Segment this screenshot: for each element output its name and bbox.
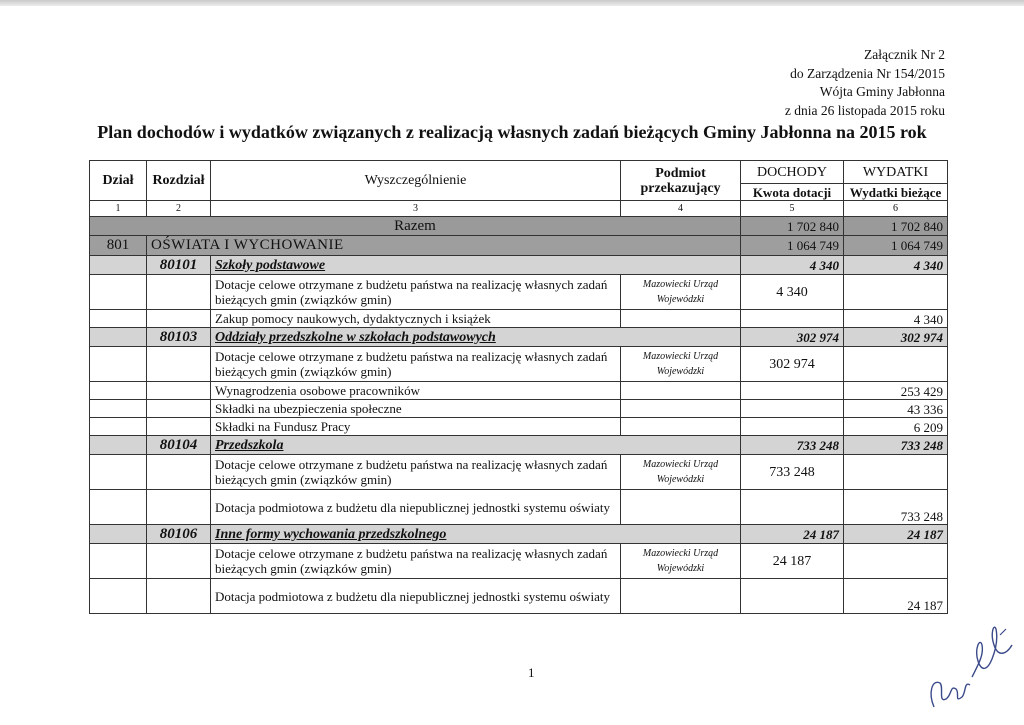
empty-cell xyxy=(90,455,147,490)
rozdzial-wydatki: 24 187 xyxy=(844,525,948,544)
header-podmiot: Podmiot przekazujący xyxy=(621,161,741,201)
empty-cell xyxy=(147,418,211,436)
rozdzial-name: Oddziały przedszkolne w szkołach podstawowych xyxy=(211,328,741,347)
budget-table xyxy=(89,160,948,614)
item-wydatki: 43 336 xyxy=(844,400,948,418)
rozdzial-wydatki: 733 248 xyxy=(844,436,948,455)
empty-cell xyxy=(147,544,211,579)
item-podmiot: Mazowiecki Urząd Wojewódzki xyxy=(621,275,741,310)
header-rozdzial: Rozdział xyxy=(147,161,211,201)
empty-cell xyxy=(90,579,147,614)
empty-cell xyxy=(147,455,211,490)
item-dochody: 24 187 xyxy=(741,544,844,579)
item-wydatki: 24 187 xyxy=(844,579,948,614)
item-dochody: 733 248 xyxy=(741,455,844,490)
item-dochody xyxy=(741,382,844,400)
item-dochody xyxy=(741,579,844,614)
item-wydatki xyxy=(844,347,948,382)
annex-line-3: Wójta Gminy Jabłonna xyxy=(819,84,945,99)
item-podmiot xyxy=(621,490,741,525)
dzial-row xyxy=(90,236,948,256)
item-description: Dotacja podmiotowa z budżetu dla niepublicznej jednostki systemu oświaty xyxy=(211,579,621,614)
table-row xyxy=(90,347,948,382)
item-podmiot xyxy=(621,579,741,614)
item-description: Dotacje celowe otrzymane z budżetu państwa na realizację własnych zadań bieżących gmin (związków gmin) xyxy=(211,275,621,310)
col-number: 2 xyxy=(147,201,211,217)
dzial-dochody: 1 064 749 xyxy=(741,236,844,256)
rozdzial-wydatki: 4 340 xyxy=(844,256,948,275)
item-description: Dotacje celowe otrzymane z budżetu państwa na realizację własnych zadań bieżących gmin (związków gmin) xyxy=(211,455,621,490)
rozdzial-row xyxy=(90,436,948,455)
document-title: Plan dochodów i wydatków związanych z realizacją własnych zadań bieżących Gminy Jabłonna na 2015 rok xyxy=(97,122,927,142)
annex-line-1: Załącznik Nr 2 xyxy=(864,47,945,62)
empty-cell xyxy=(90,418,147,436)
table-row xyxy=(90,579,948,614)
rozdzial-name: Inne formy wychowania przedszkolnego xyxy=(211,525,741,544)
total-wydatki: 1 702 840 xyxy=(844,217,948,236)
handwritten-signature xyxy=(926,615,1022,715)
col-number: 5 xyxy=(741,201,844,217)
rozdzial-blank xyxy=(90,256,147,275)
item-description: Zakup pomocy naukowych, dydaktycznych i książek xyxy=(211,310,621,328)
page-number: 1 xyxy=(528,665,535,680)
table-row xyxy=(90,490,948,525)
item-description: Dotacje celowe otrzymane z budżetu państwa na realizację własnych zadań bieżących gmin (związków gmin) xyxy=(211,544,621,579)
empty-cell xyxy=(90,400,147,418)
table-row xyxy=(90,382,948,400)
item-podmiot: Mazowiecki Urząd Wojewódzki xyxy=(621,544,741,579)
total-label: Razem xyxy=(90,217,741,236)
rozdzial-row xyxy=(90,256,948,275)
table-row xyxy=(90,544,948,579)
item-dochody xyxy=(741,490,844,525)
empty-cell xyxy=(90,347,147,382)
header-dzial: Dział xyxy=(90,161,147,201)
rozdzial-row xyxy=(90,328,948,347)
item-podmiot xyxy=(621,400,741,418)
rozdzial-dochody: 302 974 xyxy=(741,328,844,347)
item-wydatki xyxy=(844,544,948,579)
total-dochody: 1 702 840 xyxy=(741,217,844,236)
annex-line-4: z dnia 26 listopada 2015 roku xyxy=(784,102,945,118)
empty-cell xyxy=(147,400,211,418)
col-number: 1 xyxy=(90,201,147,217)
empty-cell xyxy=(90,275,147,310)
item-wydatki: 4 340 xyxy=(844,310,948,328)
empty-cell xyxy=(147,382,211,400)
item-dochody xyxy=(741,418,844,436)
rozdzial-wydatki: 302 974 xyxy=(844,328,948,347)
item-description: Składki na ubezpieczenia społeczne xyxy=(211,400,621,418)
total-row xyxy=(90,217,948,236)
table-row xyxy=(90,275,948,310)
item-dochody: 302 974 xyxy=(741,347,844,382)
item-wydatki xyxy=(844,455,948,490)
empty-cell xyxy=(147,275,211,310)
col-number: 4 xyxy=(621,201,741,217)
table-row xyxy=(90,310,948,328)
item-dochody xyxy=(741,400,844,418)
empty-cell xyxy=(147,579,211,614)
item-dochody xyxy=(741,310,844,328)
item-podmiot: Mazowiecki Urząd Wojewódzki xyxy=(621,455,741,490)
empty-cell xyxy=(90,544,147,579)
item-wydatki: 6 209 xyxy=(844,418,948,436)
item-description: Dotacja podmiotowa z budżetu dla niepublicznej jednostki systemu oświaty xyxy=(211,490,621,525)
rozdzial-code: 80103 xyxy=(147,328,211,347)
empty-cell xyxy=(90,490,147,525)
rozdzial-dochody: 733 248 xyxy=(741,436,844,455)
header-wydatki-biezace: Wydatki bieżące xyxy=(844,184,948,201)
header-wydatki: WYDATKI xyxy=(844,161,948,184)
item-description: Dotacje celowe otrzymane z budżetu państwa na realizację własnych zadań bieżących gmin (związków gmin) xyxy=(211,347,621,382)
dzial-name: OŚWIATA I WYCHOWANIE xyxy=(147,236,741,256)
rozdzial-dochody: 24 187 xyxy=(741,525,844,544)
item-wydatki: 253 429 xyxy=(844,382,948,400)
rozdzial-name: Przedszkola xyxy=(211,436,741,455)
rozdzial-row xyxy=(90,525,948,544)
empty-cell xyxy=(147,490,211,525)
rozdzial-blank xyxy=(90,525,147,544)
rozdzial-blank xyxy=(90,328,147,347)
header-kwota-dotacji: Kwota dotacji xyxy=(741,184,844,201)
item-wydatki xyxy=(844,275,948,310)
empty-cell xyxy=(147,347,211,382)
table-row xyxy=(90,400,948,418)
rozdzial-dochody: 4 340 xyxy=(741,256,844,275)
item-podmiot xyxy=(621,418,741,436)
rozdzial-name: Szkoły podstawowe xyxy=(211,256,741,275)
annex-header xyxy=(785,46,945,120)
item-podmiot xyxy=(621,310,741,328)
header-wyszczegolnienie: Wyszczególnienie xyxy=(211,161,621,201)
dzial-wydatki: 1 064 749 xyxy=(844,236,948,256)
item-podmiot xyxy=(621,382,741,400)
empty-cell xyxy=(90,382,147,400)
item-wydatki: 733 248 xyxy=(844,490,948,525)
dzial-code: 801 xyxy=(90,236,147,256)
table-row xyxy=(90,418,948,436)
table-header-row xyxy=(90,161,948,184)
scan-edge xyxy=(0,0,1024,6)
col-number: 6 xyxy=(844,201,948,217)
annex-line-2: do Zarządzenia Nr 154/2015 xyxy=(790,65,945,81)
col-number: 3 xyxy=(211,201,621,217)
item-description: Składki na Fundusz Pracy xyxy=(211,418,621,436)
empty-cell xyxy=(147,310,211,328)
empty-cell xyxy=(90,310,147,328)
column-numbers-row xyxy=(90,201,948,217)
header-dochody: DOCHODY xyxy=(741,161,844,184)
rozdzial-code: 80101 xyxy=(147,256,211,275)
rozdzial-code: 80104 xyxy=(147,436,211,455)
item-dochody: 4 340 xyxy=(741,275,844,310)
rozdzial-blank xyxy=(90,436,147,455)
table-row xyxy=(90,455,948,490)
item-description: Wynagrodzenia osobowe pracowników xyxy=(211,382,621,400)
rozdzial-code: 80106 xyxy=(147,525,211,544)
item-podmiot: Mazowiecki Urząd Wojewódzki xyxy=(621,347,741,382)
